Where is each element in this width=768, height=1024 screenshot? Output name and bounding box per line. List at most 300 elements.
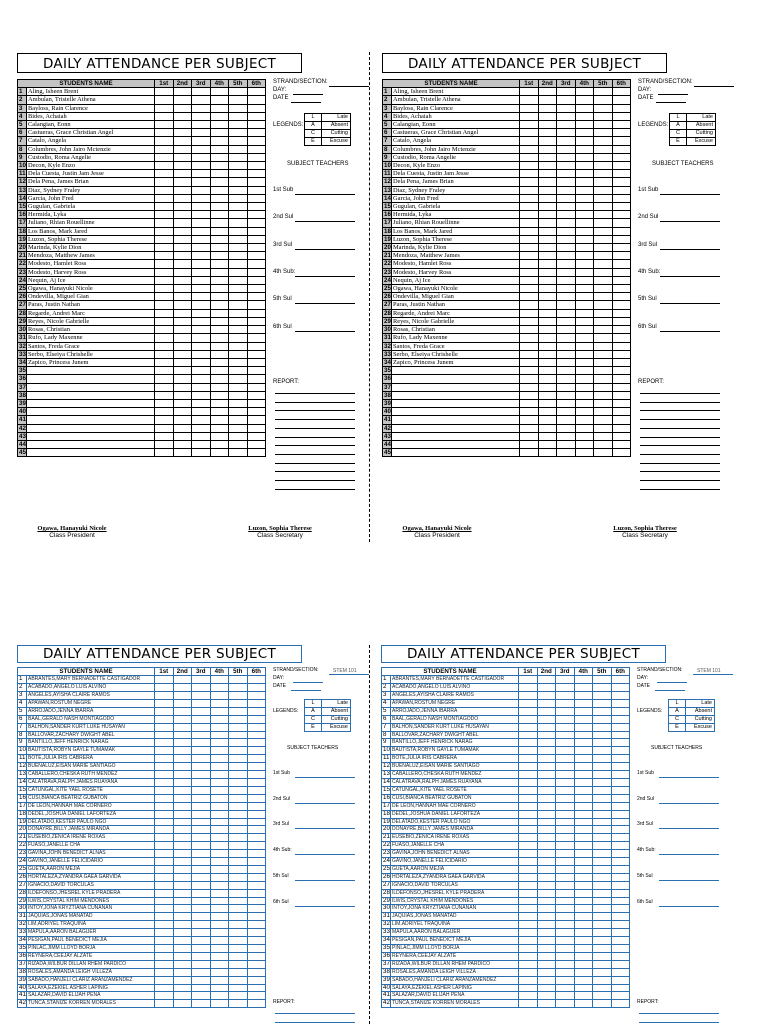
attendance-cell[interactable] — [155, 810, 174, 818]
attendance-cell[interactable] — [155, 375, 174, 383]
attendance-cell[interactable] — [247, 850, 266, 858]
attendance-cell[interactable] — [247, 881, 266, 889]
attendance-cell[interactable] — [229, 834, 248, 842]
attendance-cell[interactable] — [192, 937, 211, 945]
attendance-cell[interactable] — [210, 416, 229, 424]
attendance-cell[interactable] — [538, 178, 557, 186]
attendance-cell[interactable] — [594, 162, 613, 170]
attendance-cell[interactable] — [192, 203, 211, 211]
attendance-cell[interactable] — [557, 252, 576, 260]
attendance-cell[interactable] — [575, 153, 594, 161]
attendance-cell[interactable] — [210, 153, 229, 161]
attendance-cell[interactable] — [229, 968, 248, 976]
attendance-cell[interactable] — [155, 350, 174, 358]
attendance-cell[interactable] — [229, 802, 248, 810]
attendance-cell[interactable] — [537, 992, 556, 1000]
attendance-cell[interactable] — [247, 440, 266, 448]
attendance-cell[interactable] — [192, 178, 211, 186]
attendance-cell[interactable] — [519, 984, 538, 992]
attendance-cell[interactable] — [520, 358, 539, 366]
attendance-cell[interactable] — [155, 326, 174, 334]
attendance-cell[interactable] — [173, 121, 192, 129]
attendance-cell[interactable] — [192, 285, 211, 293]
attendance-cell[interactable] — [155, 929, 174, 937]
attendance-cell[interactable] — [247, 252, 266, 260]
attendance-cell[interactable] — [520, 424, 539, 432]
attendance-cell[interactable] — [612, 104, 631, 112]
attendance-cell[interactable] — [229, 794, 248, 802]
attendance-cell[interactable] — [173, 186, 192, 194]
attendance-cell[interactable] — [520, 408, 539, 416]
attendance-cell[interactable] — [574, 731, 593, 739]
attendance-cell[interactable] — [173, 285, 192, 293]
attendance-cell[interactable] — [210, 889, 229, 897]
attendance-cell[interactable] — [557, 391, 576, 399]
attendance-cell[interactable] — [247, 260, 266, 268]
attendance-cell[interactable] — [520, 88, 539, 96]
attendance-cell[interactable] — [557, 416, 576, 424]
attendance-cell[interactable] — [593, 771, 612, 779]
attendance-cell[interactable] — [210, 692, 229, 700]
attendance-cell[interactable] — [537, 881, 556, 889]
attendance-cell[interactable] — [611, 858, 630, 866]
attendance-cell[interactable] — [192, 129, 211, 137]
attendance-cell[interactable] — [155, 881, 174, 889]
attendance-cell[interactable] — [519, 913, 538, 921]
attendance-cell[interactable] — [593, 976, 612, 984]
attendance-cell[interactable] — [173, 858, 192, 866]
attendance-cell[interactable] — [155, 731, 174, 739]
attendance-cell[interactable] — [557, 137, 576, 145]
attendance-cell[interactable] — [210, 375, 229, 383]
attendance-cell[interactable] — [538, 383, 557, 391]
attendance-cell[interactable] — [519, 818, 538, 826]
attendance-cell[interactable] — [155, 826, 174, 834]
attendance-cell[interactable] — [520, 334, 539, 342]
attendance-cell[interactable] — [229, 723, 248, 731]
attendance-cell[interactable] — [574, 739, 593, 747]
attendance-cell[interactable] — [247, 104, 266, 112]
attendance-cell[interactable] — [594, 235, 613, 243]
attendance-cell[interactable] — [594, 129, 613, 137]
attendance-cell[interactable] — [192, 1000, 211, 1008]
attendance-cell[interactable] — [611, 850, 630, 858]
attendance-cell[interactable] — [247, 739, 266, 747]
attendance-cell[interactable] — [247, 178, 266, 186]
attendance-cell[interactable] — [155, 424, 174, 432]
attendance-cell[interactable] — [574, 755, 593, 763]
attendance-cell[interactable] — [612, 334, 631, 342]
attendance-cell[interactable] — [173, 881, 192, 889]
attendance-cell[interactable] — [612, 449, 631, 457]
attendance-cell[interactable] — [192, 424, 211, 432]
attendance-cell[interactable] — [210, 309, 229, 317]
attendance-cell[interactable] — [173, 778, 192, 786]
attendance-cell[interactable] — [210, 865, 229, 873]
attendance-cell[interactable] — [229, 260, 248, 268]
attendance-cell[interactable] — [155, 145, 174, 153]
attendance-cell[interactable] — [556, 834, 575, 842]
attendance-cell[interactable] — [574, 905, 593, 913]
attendance-cell[interactable] — [519, 952, 538, 960]
attendance-cell[interactable] — [229, 873, 248, 881]
attendance-cell[interactable] — [192, 913, 211, 921]
attendance-cell[interactable] — [247, 358, 266, 366]
attendance-cell[interactable] — [519, 810, 538, 818]
attendance-cell[interactable] — [210, 699, 229, 707]
attendance-cell[interactable] — [173, 317, 192, 325]
attendance-cell[interactable] — [612, 170, 631, 178]
attendance-cell[interactable] — [210, 88, 229, 96]
attendance-cell[interactable] — [247, 913, 266, 921]
attendance-cell[interactable] — [611, 952, 630, 960]
attendance-cell[interactable] — [593, 723, 612, 731]
attendance-cell[interactable] — [210, 794, 229, 802]
attendance-cell[interactable] — [538, 235, 557, 243]
attendance-cell[interactable] — [155, 778, 174, 786]
attendance-cell[interactable] — [247, 842, 266, 850]
attendance-cell[interactable] — [556, 715, 575, 723]
attendance-cell[interactable] — [575, 145, 594, 153]
attendance-cell[interactable] — [593, 960, 612, 968]
attendance-cell[interactable] — [192, 881, 211, 889]
attendance-cell[interactable] — [593, 778, 612, 786]
attendance-cell[interactable] — [574, 873, 593, 881]
attendance-cell[interactable] — [229, 276, 248, 284]
attendance-cell[interactable] — [210, 945, 229, 953]
attendance-cell[interactable] — [594, 342, 613, 350]
attendance-cell[interactable] — [612, 416, 631, 424]
attendance-cell[interactable] — [574, 818, 593, 826]
attendance-cell[interactable] — [173, 842, 192, 850]
attendance-cell[interactable] — [575, 219, 594, 227]
attendance-cell[interactable] — [538, 88, 557, 96]
attendance-cell[interactable] — [173, 929, 192, 937]
attendance-cell[interactable] — [229, 826, 248, 834]
attendance-cell[interactable] — [155, 317, 174, 325]
attendance-cell[interactable] — [612, 244, 631, 252]
attendance-cell[interactable] — [612, 432, 631, 440]
attendance-cell[interactable] — [229, 186, 248, 194]
attendance-cell[interactable] — [538, 334, 557, 342]
attendance-cell[interactable] — [537, 834, 556, 842]
attendance-cell[interactable] — [247, 676, 266, 684]
attendance-cell[interactable] — [247, 112, 266, 120]
attendance-cell[interactable] — [537, 763, 556, 771]
attendance-cell[interactable] — [594, 432, 613, 440]
attendance-cell[interactable] — [537, 976, 556, 984]
attendance-cell[interactable] — [210, 383, 229, 391]
attendance-cell[interactable] — [594, 153, 613, 161]
attendance-cell[interactable] — [594, 285, 613, 293]
attendance-cell[interactable] — [575, 367, 594, 375]
attendance-cell[interactable] — [575, 317, 594, 325]
attendance-cell[interactable] — [192, 137, 211, 145]
attendance-cell[interactable] — [229, 1000, 248, 1008]
attendance-cell[interactable] — [247, 432, 266, 440]
attendance-cell[interactable] — [155, 252, 174, 260]
attendance-cell[interactable] — [611, 747, 630, 755]
attendance-cell[interactable] — [537, 889, 556, 897]
attendance-cell[interactable] — [519, 889, 538, 897]
attendance-cell[interactable] — [247, 129, 266, 137]
attendance-cell[interactable] — [593, 865, 612, 873]
attendance-cell[interactable] — [556, 984, 575, 992]
attendance-cell[interactable] — [229, 992, 248, 1000]
attendance-cell[interactable] — [192, 968, 211, 976]
attendance-cell[interactable] — [574, 889, 593, 897]
attendance-cell[interactable] — [247, 317, 266, 325]
attendance-cell[interactable] — [557, 440, 576, 448]
attendance-cell[interactable] — [229, 850, 248, 858]
attendance-cell[interactable] — [192, 731, 211, 739]
attendance-cell[interactable] — [192, 96, 211, 104]
attendance-cell[interactable] — [210, 786, 229, 794]
attendance-cell[interactable] — [519, 755, 538, 763]
attendance-cell[interactable] — [575, 358, 594, 366]
attendance-cell[interactable] — [192, 763, 211, 771]
attendance-cell[interactable] — [210, 731, 229, 739]
attendance-cell[interactable] — [247, 707, 266, 715]
attendance-cell[interactable] — [557, 326, 576, 334]
attendance-cell[interactable] — [611, 881, 630, 889]
attendance-cell[interactable] — [192, 715, 211, 723]
attendance-cell[interactable] — [173, 96, 192, 104]
attendance-cell[interactable] — [229, 786, 248, 794]
attendance-cell[interactable] — [229, 334, 248, 342]
attendance-cell[interactable] — [192, 112, 211, 120]
attendance-cell[interactable] — [155, 786, 174, 794]
attendance-cell[interactable] — [229, 707, 248, 715]
attendance-cell[interactable] — [173, 945, 192, 953]
attendance-cell[interactable] — [229, 684, 248, 692]
attendance-cell[interactable] — [210, 937, 229, 945]
attendance-cell[interactable] — [155, 818, 174, 826]
attendance-cell[interactable] — [557, 178, 576, 186]
attendance-cell[interactable] — [575, 334, 594, 342]
attendance-cell[interactable] — [575, 121, 594, 129]
attendance-cell[interactable] — [192, 684, 211, 692]
attendance-cell[interactable] — [538, 416, 557, 424]
attendance-cell[interactable] — [155, 219, 174, 227]
attendance-cell[interactable] — [155, 449, 174, 457]
attendance-cell[interactable] — [155, 960, 174, 968]
attendance-cell[interactable] — [557, 162, 576, 170]
attendance-cell[interactable] — [192, 367, 211, 375]
attendance-cell[interactable] — [594, 252, 613, 260]
attendance-cell[interactable] — [155, 162, 174, 170]
attendance-cell[interactable] — [155, 771, 174, 779]
attendance-cell[interactable] — [538, 137, 557, 145]
attendance-cell[interactable] — [229, 921, 248, 929]
attendance-cell[interactable] — [192, 723, 211, 731]
attendance-cell[interactable] — [556, 747, 575, 755]
attendance-cell[interactable] — [556, 707, 575, 715]
attendance-cell[interactable] — [247, 153, 266, 161]
attendance-cell[interactable] — [520, 309, 539, 317]
attendance-cell[interactable] — [192, 889, 211, 897]
attendance-cell[interactable] — [247, 244, 266, 252]
attendance-cell[interactable] — [556, 921, 575, 929]
attendance-cell[interactable] — [575, 432, 594, 440]
attendance-cell[interactable] — [229, 162, 248, 170]
attendance-cell[interactable] — [538, 162, 557, 170]
attendance-cell[interactable] — [173, 145, 192, 153]
attendance-cell[interactable] — [210, 723, 229, 731]
attendance-cell[interactable] — [247, 342, 266, 350]
attendance-cell[interactable] — [173, 992, 192, 1000]
attendance-cell[interactable] — [556, 826, 575, 834]
attendance-cell[interactable] — [192, 984, 211, 992]
attendance-cell[interactable] — [612, 326, 631, 334]
attendance-cell[interactable] — [594, 301, 613, 309]
attendance-cell[interactable] — [192, 810, 211, 818]
attendance-cell[interactable] — [593, 802, 612, 810]
attendance-cell[interactable] — [520, 399, 539, 407]
attendance-cell[interactable] — [557, 432, 576, 440]
attendance-cell[interactable] — [575, 235, 594, 243]
attendance-cell[interactable] — [247, 692, 266, 700]
attendance-cell[interactable] — [229, 301, 248, 309]
attendance-cell[interactable] — [229, 449, 248, 457]
attendance-cell[interactable] — [556, 889, 575, 897]
attendance-cell[interactable] — [612, 424, 631, 432]
attendance-cell[interactable] — [155, 293, 174, 301]
attendance-cell[interactable] — [537, 771, 556, 779]
attendance-cell[interactable] — [229, 104, 248, 112]
attendance-cell[interactable] — [247, 952, 266, 960]
attendance-cell[interactable] — [210, 424, 229, 432]
attendance-cell[interactable] — [537, 676, 556, 684]
attendance-cell[interactable] — [210, 449, 229, 457]
attendance-cell[interactable] — [593, 913, 612, 921]
attendance-cell[interactable] — [556, 865, 575, 873]
attendance-cell[interactable] — [612, 194, 631, 202]
attendance-cell[interactable] — [575, 252, 594, 260]
attendance-cell[interactable] — [155, 913, 174, 921]
attendance-cell[interactable] — [594, 416, 613, 424]
attendance-cell[interactable] — [612, 227, 631, 235]
attendance-cell[interactable] — [575, 391, 594, 399]
attendance-cell[interactable] — [519, 976, 538, 984]
attendance-cell[interactable] — [173, 391, 192, 399]
attendance-cell[interactable] — [247, 145, 266, 153]
attendance-cell[interactable] — [594, 145, 613, 153]
attendance-cell[interactable] — [519, 826, 538, 834]
attendance-cell[interactable] — [611, 802, 630, 810]
attendance-cell[interactable] — [537, 707, 556, 715]
attendance-cell[interactable] — [173, 137, 192, 145]
attendance-cell[interactable] — [575, 408, 594, 416]
attendance-cell[interactable] — [173, 260, 192, 268]
attendance-cell[interactable] — [538, 367, 557, 375]
attendance-cell[interactable] — [192, 293, 211, 301]
attendance-cell[interactable] — [537, 913, 556, 921]
attendance-cell[interactable] — [520, 96, 539, 104]
attendance-cell[interactable] — [192, 826, 211, 834]
attendance-cell[interactable] — [574, 699, 593, 707]
attendance-cell[interactable] — [155, 211, 174, 219]
attendance-cell[interactable] — [520, 285, 539, 293]
attendance-cell[interactable] — [556, 952, 575, 960]
attendance-cell[interactable] — [557, 358, 576, 366]
attendance-cell[interactable] — [155, 391, 174, 399]
attendance-cell[interactable] — [229, 929, 248, 937]
attendance-cell[interactable] — [229, 309, 248, 317]
attendance-cell[interactable] — [519, 850, 538, 858]
attendance-cell[interactable] — [210, 826, 229, 834]
attendance-cell[interactable] — [520, 375, 539, 383]
attendance-cell[interactable] — [557, 334, 576, 342]
attendance-cell[interactable] — [247, 416, 266, 424]
attendance-cell[interactable] — [210, 810, 229, 818]
attendance-cell[interactable] — [594, 317, 613, 325]
attendance-cell[interactable] — [538, 391, 557, 399]
attendance-cell[interactable] — [593, 952, 612, 960]
attendance-cell[interactable] — [229, 367, 248, 375]
attendance-cell[interactable] — [192, 260, 211, 268]
attendance-cell[interactable] — [155, 112, 174, 120]
attendance-cell[interactable] — [538, 153, 557, 161]
attendance-cell[interactable] — [173, 747, 192, 755]
attendance-cell[interactable] — [557, 449, 576, 457]
attendance-cell[interactable] — [229, 755, 248, 763]
attendance-cell[interactable] — [210, 358, 229, 366]
attendance-cell[interactable] — [519, 858, 538, 866]
attendance-cell[interactable] — [575, 342, 594, 350]
attendance-cell[interactable] — [155, 699, 174, 707]
attendance-cell[interactable] — [593, 747, 612, 755]
attendance-cell[interactable] — [247, 771, 266, 779]
attendance-cell[interactable] — [229, 424, 248, 432]
attendance-cell[interactable] — [192, 440, 211, 448]
attendance-cell[interactable] — [210, 960, 229, 968]
attendance-cell[interactable] — [594, 121, 613, 129]
attendance-cell[interactable] — [247, 929, 266, 937]
attendance-cell[interactable] — [229, 112, 248, 120]
attendance-cell[interactable] — [155, 865, 174, 873]
attendance-cell[interactable] — [155, 432, 174, 440]
attendance-cell[interactable] — [611, 873, 630, 881]
attendance-cell[interactable] — [611, 960, 630, 968]
attendance-cell[interactable] — [247, 826, 266, 834]
attendance-cell[interactable] — [612, 317, 631, 325]
attendance-cell[interactable] — [612, 309, 631, 317]
attendance-cell[interactable] — [537, 850, 556, 858]
attendance-cell[interactable] — [229, 227, 248, 235]
attendance-cell[interactable] — [537, 692, 556, 700]
attendance-cell[interactable] — [229, 842, 248, 850]
attendance-cell[interactable] — [593, 826, 612, 834]
attendance-cell[interactable] — [247, 810, 266, 818]
attendance-cell[interactable] — [229, 391, 248, 399]
attendance-cell[interactable] — [557, 194, 576, 202]
attendance-cell[interactable] — [247, 375, 266, 383]
attendance-cell[interactable] — [247, 309, 266, 317]
attendance-cell[interactable] — [192, 771, 211, 779]
attendance-cell[interactable] — [192, 309, 211, 317]
attendance-cell[interactable] — [155, 416, 174, 424]
attendance-cell[interactable] — [575, 170, 594, 178]
attendance-cell[interactable] — [575, 301, 594, 309]
attendance-cell[interactable] — [556, 786, 575, 794]
attendance-cell[interactable] — [173, 968, 192, 976]
attendance-cell[interactable] — [192, 842, 211, 850]
attendance-cell[interactable] — [611, 905, 630, 913]
attendance-cell[interactable] — [594, 399, 613, 407]
attendance-cell[interactable] — [556, 755, 575, 763]
attendance-cell[interactable] — [155, 285, 174, 293]
